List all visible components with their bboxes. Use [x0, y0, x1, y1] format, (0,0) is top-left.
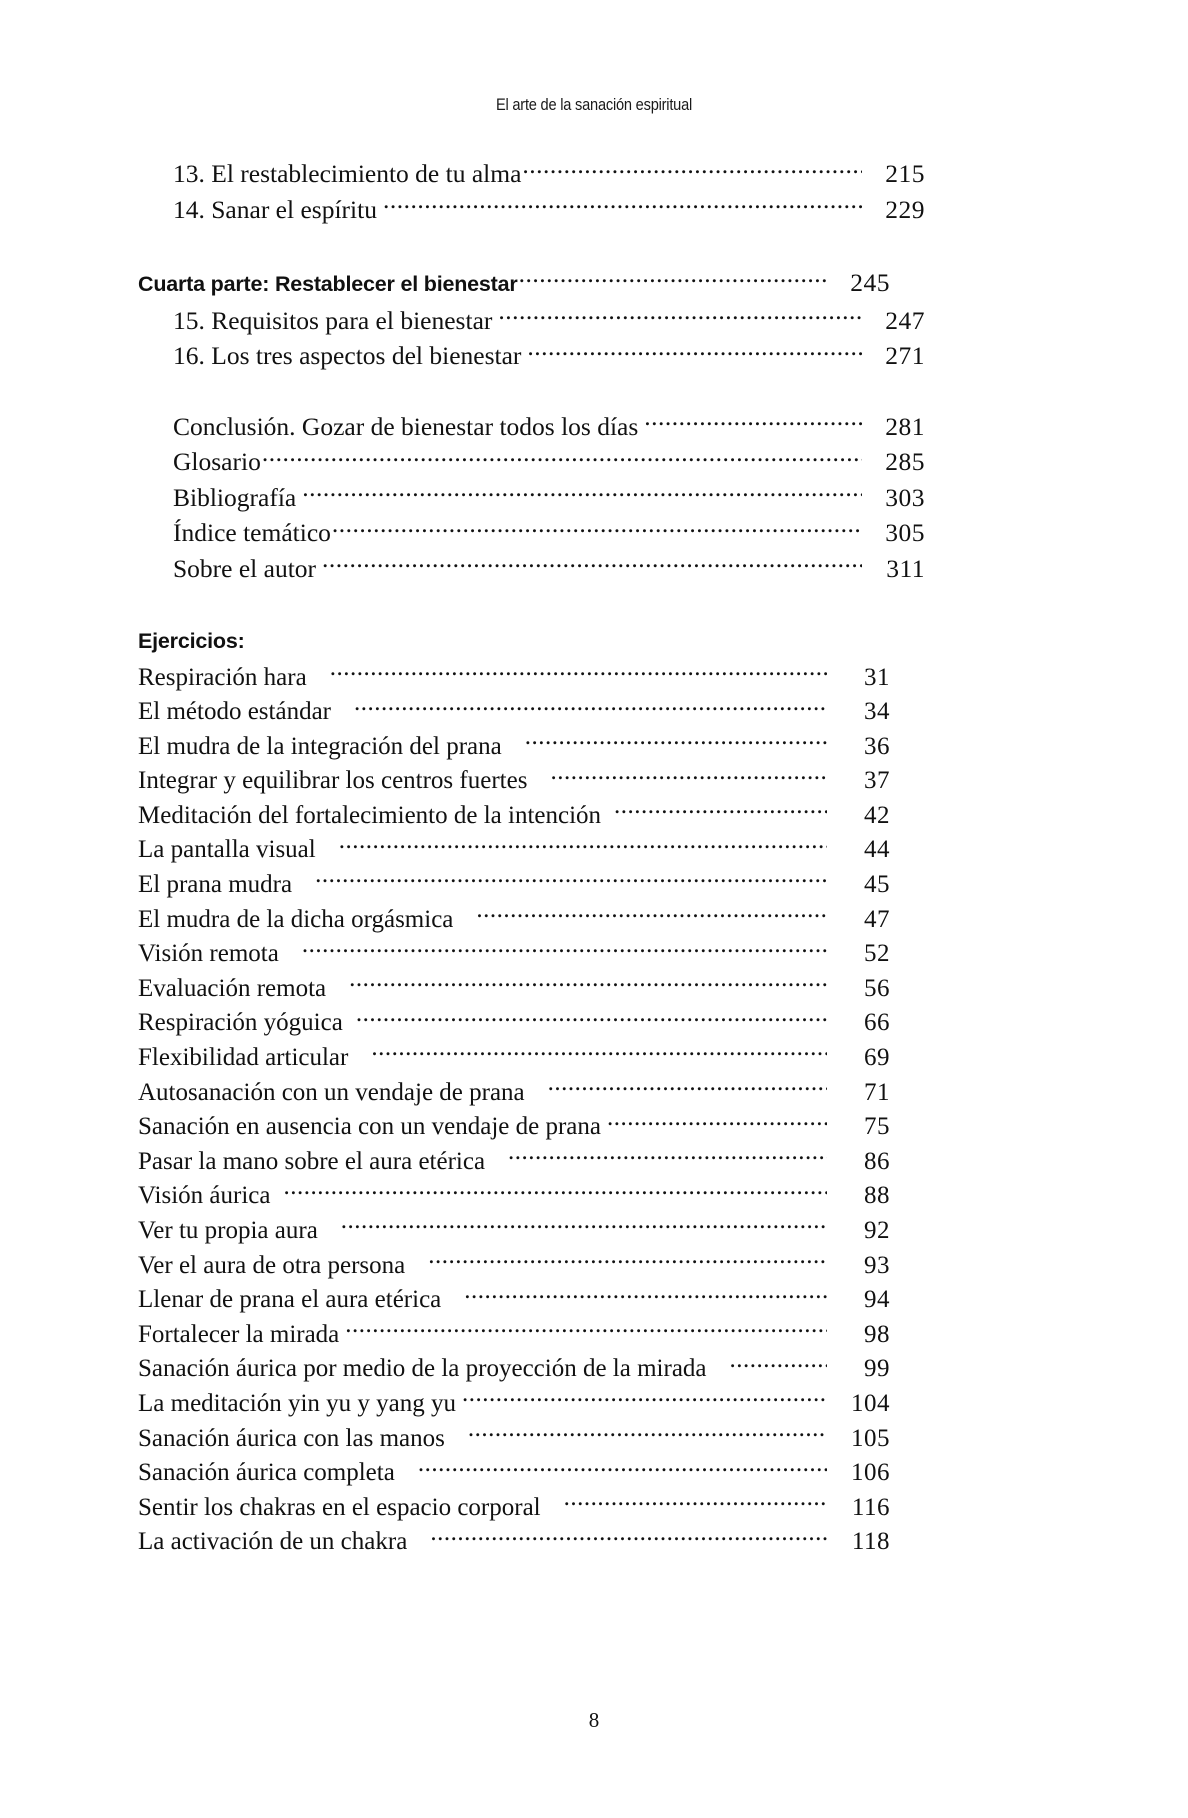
toc-leader-dots: [462, 1386, 827, 1411]
toc-entry-label: Ver tu propia aura: [138, 1217, 318, 1244]
toc-entry-label: Sanación áurica completa: [138, 1459, 395, 1487]
toc-leader-dots: [508, 1144, 827, 1169]
toc-entry-page-number: 229: [885, 194, 925, 224]
toc-entry-page-number: 94: [864, 1286, 890, 1314]
toc-entry-exercise[interactable]: [138, 763, 890, 798]
toc-entry-label: La pantalla visual: [138, 836, 316, 864]
toc-leader-dots: [522, 157, 862, 183]
toc-entry-page-number: 52: [864, 940, 890, 968]
toc-entry-chapter[interactable]: [138, 338, 925, 374]
toc-leader-dots: [356, 1005, 827, 1030]
toc-leader-dots: [498, 303, 862, 329]
toc-entry-page-number: 31: [864, 663, 890, 691]
toc-entry-exercise[interactable]: [138, 1490, 890, 1525]
toc-entry-page-number: 86: [864, 1147, 890, 1175]
toc-entry-label: Fortalecer la mirada: [138, 1320, 340, 1348]
toc-leader-dots: [341, 1213, 827, 1238]
toc-entry-label: Conclusión. Gozar de bienestar todos los días: [173, 411, 639, 441]
toc-entry-label: Evaluación remota: [138, 974, 327, 1002]
toc-entry-label: Glosario: [173, 447, 261, 476]
toc-leader-dots: [464, 1282, 827, 1307]
toc-entry-exercise[interactable]: [138, 1386, 890, 1421]
toc-leader-dots: [383, 192, 862, 218]
toc-leader-dots: [339, 832, 827, 857]
toc-entry-exercise[interactable]: [138, 1075, 890, 1110]
toc-leader-dots: [468, 1421, 827, 1446]
toc-entry-exercise[interactable]: [138, 1421, 890, 1456]
toc-entry-page-number: 34: [864, 698, 890, 726]
toc-entry-exercise[interactable]: [138, 729, 890, 764]
toc-entry-page-number: 93: [864, 1251, 890, 1279]
toc-entry-back-matter[interactable]: [138, 480, 925, 516]
toc-entry-exercise[interactable]: [138, 902, 890, 937]
toc-entry-part-heading[interactable]: [138, 265, 890, 303]
toc-entry-back-matter[interactable]: [138, 444, 925, 480]
toc-entry-label: Sanación áurica con las manos: [138, 1424, 445, 1452]
toc-entry-page-number: 45: [864, 871, 890, 899]
toc-entry-label: Respiración hara: [138, 663, 307, 691]
toc-entry-page-number: 105: [851, 1424, 890, 1452]
toc-entry-label: Sentir los chakras en el espacio corporal: [138, 1493, 541, 1521]
toc-entry-exercise[interactable]: [138, 1524, 890, 1559]
toc-entry-page-number: 44: [864, 836, 890, 864]
toc-entry-exercise[interactable]: [138, 1005, 890, 1040]
toc-entry-exercise[interactable]: [138, 1040, 890, 1075]
toc-entry-label: 14. Sanar el espíritu: [173, 194, 377, 224]
toc-entry-page-number: 303: [885, 482, 925, 512]
toc-leader-dots: [550, 763, 827, 788]
page-folio: 8: [588, 1708, 600, 1732]
toc-spacer: [138, 586, 890, 624]
toc-leader-dots: [262, 445, 862, 471]
toc-entry-exercise[interactable]: [138, 1248, 890, 1283]
toc-entry-label: Respiración yóguica: [138, 1009, 343, 1037]
toc-leader-dots: [527, 339, 862, 365]
toc-leader-dots: [349, 971, 827, 996]
toc-leader-dots: [564, 1490, 827, 1515]
toc-entry-page-number: 66: [864, 1009, 890, 1037]
toc-entry-exercise[interactable]: [138, 1455, 890, 1490]
toc-leader-dots: [315, 867, 827, 892]
toc-entry-exercise[interactable]: [138, 832, 890, 867]
toc-leader-dots: [607, 1109, 827, 1134]
toc-entry-exercise[interactable]: [138, 1178, 890, 1213]
toc-entry-label: 15. Requisitos para el bienestar: [173, 305, 493, 335]
toc-entry-exercise[interactable]: [138, 694, 890, 729]
toc-entry-label: Cuarta parte: Restablecer el bienestar: [138, 272, 518, 296]
toc-entry-page-number: 311: [886, 553, 925, 583]
toc-entry-label: Sobre el autor: [173, 553, 317, 583]
toc-entry-label: 16. Los tres aspectos del bienestar: [173, 341, 522, 370]
toc-entry-page-number: 88: [864, 1182, 890, 1210]
toc-entry-exercise[interactable]: [138, 1317, 890, 1352]
toc-entry-exercise[interactable]: [138, 867, 890, 902]
toc-entry-page-number: 69: [864, 1044, 890, 1072]
toc-leader-dots: [525, 729, 827, 754]
toc-leader-dots: [418, 1455, 827, 1480]
toc-leader-dots: [428, 1248, 827, 1273]
toc-spacer: [138, 374, 890, 409]
toc-leader-dots: [345, 1317, 827, 1342]
toc-entry-exercise[interactable]: [138, 798, 890, 833]
toc-leader-dots: [322, 551, 862, 577]
toc-entry-chapter[interactable]: [138, 192, 925, 228]
table-of-contents: [138, 156, 925, 1559]
toc-leader-dots: [371, 1040, 827, 1065]
toc-entry-label: Sanación áurica por medio de la proyección de la mirada: [138, 1355, 707, 1383]
toc-entry-page-number: 271: [885, 341, 925, 370]
toc-entry-page-number: 245: [850, 268, 890, 297]
toc-entry-page-number: 36: [864, 732, 890, 760]
toc-entry-label: Pasar la mano sobre el aura etérica: [138, 1147, 486, 1175]
toc-entry-chapter[interactable]: [138, 303, 925, 339]
toc-entry-chapter[interactable]: [138, 156, 925, 192]
toc-entry-label: Índice temático: [173, 518, 331, 547]
toc-entry-label: La activación de un chakra: [138, 1528, 408, 1556]
toc-entry-label: Autosanación con un vendaje de prana: [138, 1078, 525, 1106]
toc-entry-page-number: 56: [864, 974, 890, 1002]
toc-entry-label: El método estándar: [138, 698, 331, 726]
toc-entry-page-number: 285: [885, 447, 925, 476]
toc-entry-label: El mudra de la integración del prana: [138, 732, 502, 760]
toc-leader-dots: [354, 694, 827, 719]
toc-entry-page-number: 71: [864, 1078, 890, 1106]
toc-entry-back-matter[interactable]: [138, 409, 925, 445]
toc-entry-back-matter[interactable]: [138, 551, 925, 587]
toc-entry-label: 13. El restablecimiento de tu alma: [173, 159, 522, 188]
toc-entry-exercise[interactable]: [138, 971, 890, 1006]
toc-leader-dots: [430, 1524, 827, 1549]
toc-entry-page-number: 42: [864, 801, 890, 829]
toc-leader-dots: [283, 1178, 827, 1203]
toc-entry-page-number: 99: [864, 1355, 890, 1383]
toc-entry-label: Llenar de prana el aura etérica: [138, 1286, 442, 1314]
toc-entry-exercise[interactable]: [138, 1213, 890, 1248]
toc-entry-exercise[interactable]: [138, 1351, 890, 1386]
toc-entry-label: El prana mudra: [138, 871, 293, 899]
toc-entry-page-number: 116: [851, 1493, 890, 1521]
toc-entry-page-number: 104: [851, 1389, 890, 1417]
toc-entry-page-number: 305: [885, 518, 925, 547]
toc-entry-label: Bibliografía: [173, 482, 297, 512]
toc-entry-label: Visión áurica: [138, 1182, 271, 1210]
toc-entry-page-number: 37: [864, 767, 890, 795]
toc-leader-dots: [644, 409, 862, 435]
toc-entry-page-number: 92: [864, 1217, 890, 1244]
toc-entry-page-number: 215: [885, 159, 925, 188]
toc-leader-dots: [302, 480, 862, 506]
toc-entry-page-number: 98: [864, 1320, 890, 1348]
toc-leader-dots: [332, 516, 862, 542]
toc-entry-page-number: 281: [885, 411, 925, 441]
toc-leader-dots: [548, 1075, 827, 1100]
toc-leader-dots: [730, 1351, 827, 1376]
toc-entry-exercise[interactable]: [138, 660, 890, 695]
toc-entry-exercise[interactable]: [138, 1109, 890, 1144]
toc-leader-dots: [330, 660, 827, 685]
toc-spacer: [138, 227, 890, 265]
toc-entry-label: Ver el aura de otra persona: [138, 1251, 406, 1279]
toc-leader-dots: [476, 902, 827, 927]
toc-entry-back-matter[interactable]: [138, 515, 925, 551]
toc-entry-exercise[interactable]: [138, 1144, 890, 1179]
toc-leader-dots: [302, 936, 827, 961]
exercises-section-title: Ejercicios:: [138, 629, 245, 653]
toc-entry-page-number: 118: [851, 1528, 890, 1556]
toc-entry-label: Integrar y equilibrar los centros fuertes: [138, 767, 528, 795]
toc-leader-dots: [614, 798, 827, 823]
toc-leader-dots: [519, 270, 827, 292]
toc-entry-exercise[interactable]: [138, 1282, 890, 1317]
toc-entry-label: La meditación yin yu y yang yu: [138, 1389, 456, 1417]
toc-entry-label: Meditación del fortalecimiento de la intención: [138, 801, 602, 829]
toc-entry-label: Sanación en ausencia con un vendaje de prana: [138, 1113, 601, 1141]
toc-entry-label: Flexibilidad articular: [138, 1044, 349, 1072]
toc-entry-label: El mudra de la dicha orgásmica: [138, 905, 454, 933]
toc-entry-page-number: 75: [864, 1113, 890, 1141]
toc-entry-page-number: 247: [885, 305, 925, 335]
running-head: El arte de la sanación espiritual: [495, 95, 693, 114]
toc-entry-exercise[interactable]: [138, 936, 890, 971]
toc-entry-page-number: 47: [864, 905, 890, 933]
toc-entry-label: Visión remota: [138, 940, 279, 968]
toc-entry-page-number: 106: [851, 1459, 890, 1487]
